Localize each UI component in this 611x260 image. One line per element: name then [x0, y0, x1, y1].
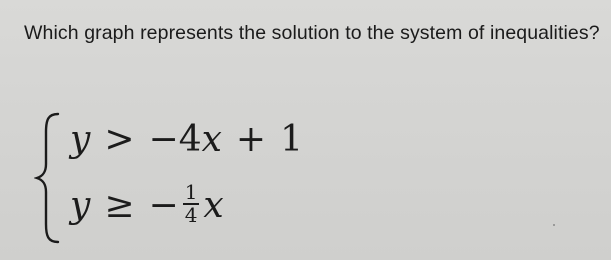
ineq1-plus: +	[235, 119, 267, 160]
ineq2-var: x	[203, 185, 224, 226]
fraction-numerator: 1	[184, 180, 198, 204]
ineq2-fraction	[183, 182, 200, 226]
question-text: Which graph represents the solution to the system of inequalities?	[24, 22, 600, 44]
ineq1-var: x	[201, 119, 222, 160]
stray-mark	[553, 224, 555, 226]
left-brace-icon	[34, 108, 64, 248]
inequality-2	[70, 180, 224, 230]
ineq1-coef: 4	[178, 119, 202, 160]
ineq1-operator: >	[104, 119, 135, 160]
inequality-1	[70, 119, 303, 160]
ineq1-lhs: y	[70, 119, 91, 160]
inequality-system	[34, 108, 334, 248]
ineq1-const: 1	[280, 119, 303, 160]
fraction-denominator: 4	[184, 203, 198, 227]
ineq2-lhs: y	[70, 185, 91, 226]
ineq1-minus: −	[148, 119, 179, 160]
ineq2-operator: ≥	[104, 185, 135, 226]
ineq2-minus: −	[148, 185, 179, 226]
